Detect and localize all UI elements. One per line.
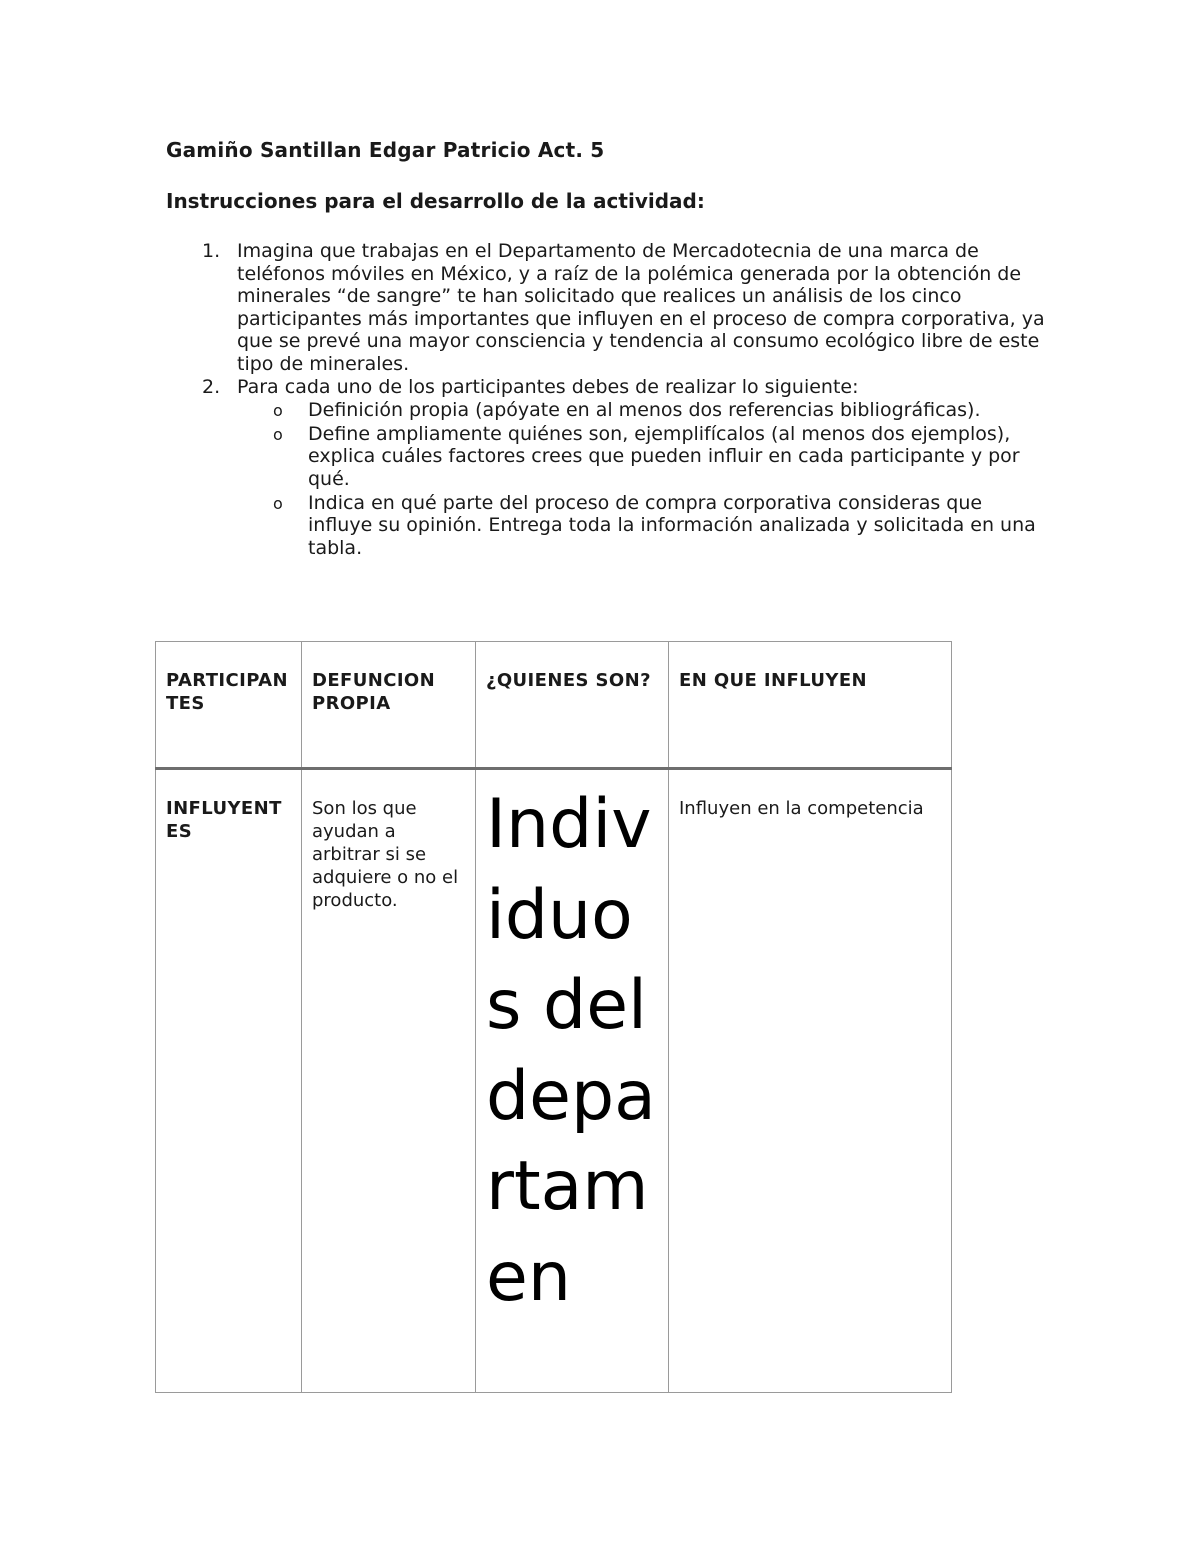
- header-quienes-son: ¿QUIENES SON?: [476, 642, 669, 769]
- table-row: [156, 769, 952, 1393]
- sub-list-item-text: Definición propia (apóyate en al menos dos referencias bibliográficas).: [308, 399, 981, 422]
- bullet-icon: o: [273, 424, 283, 444]
- sub-list-item: [166, 492, 1046, 560]
- participants-table: [155, 641, 952, 1393]
- list-number: 2.: [202, 375, 221, 398]
- cell-en-que-influyen: Influyen en la competencia: [669, 769, 952, 1393]
- cell-participante: INFLUYENTES: [156, 769, 302, 1393]
- header-participantes: PARTICIPANTES: [156, 642, 302, 769]
- header-definicion: DEFUNCION PROPIA: [302, 642, 476, 769]
- sub-list-item: [166, 423, 1046, 491]
- page-title: Gamiño Santillan Edgar Patricio Act. 5: [166, 138, 605, 162]
- list-number: 1.: [202, 240, 221, 262]
- cell-definicion: Son los que ayudan a arbitrar si se adquiere o no el producto.: [302, 769, 476, 1393]
- sub-list-item-text: Define ampliamente quiénes son, ejemplifícalos (al menos dos ejemplos), explica cuáles factores crees que pueden influir en cada participante y por qué.: [308, 422, 1020, 490]
- list-item: [166, 376, 1046, 399]
- table-header-row: [156, 642, 952, 769]
- instructions-list: [166, 240, 1046, 559]
- list-item-text: Imagina que trabajas en el Departamento de Mercadotecnia de una marca de teléfonos móviles en México, y a raíz de la polémica generada por la obtención de minerales “de sangre” te han solicitado que realices un análisis de los cinco participantes más importantes que influyen en el proceso de compra corporativa, ya que se prevé una mayor consciencia y tendencia al consumo ecológico libre de este tipo de minerales.: [237, 240, 1045, 375]
- bullet-icon: o: [273, 493, 283, 513]
- header-en-que-influyen: EN QUE INFLUYEN: [669, 642, 952, 769]
- bullet-icon: o: [273, 401, 283, 421]
- list-item: [166, 240, 1046, 376]
- instructions-heading: Instrucciones para el desarrollo de la actividad:: [166, 189, 705, 213]
- list-item-text: Para cada uno de los participantes debes de realizar lo siguiente:: [237, 375, 859, 398]
- cell-quienes-son: Individuos del departamen: [476, 769, 669, 1393]
- sub-list-item: [166, 399, 1046, 422]
- sub-list-item-text: Indica en qué parte del proceso de compra corporativa consideras que influye su opinión. Entrega toda la información analizada y solicitada en una tabla.: [308, 491, 1036, 559]
